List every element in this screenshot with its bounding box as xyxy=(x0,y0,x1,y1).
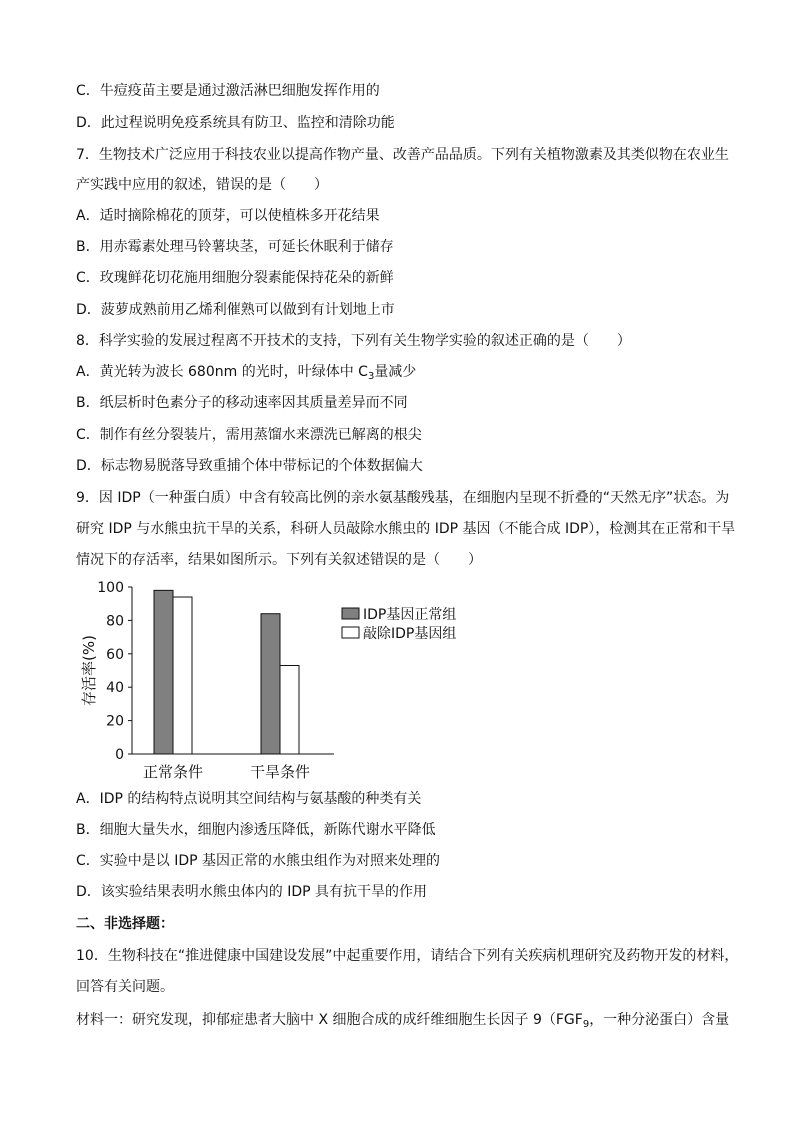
question-10-stem-cont: 回答有关问题。 xyxy=(76,979,174,995)
q7-option-a: A．适时摘除棉花的顶芽，可以使植株多开花结果 xyxy=(76,208,380,224)
line-d-immune: D．此过程说明免疫系统具有防卫、监控和清除功能 xyxy=(76,115,395,131)
bar xyxy=(154,590,173,754)
question-10-stem: 10．生物科技在“推进健康中国建设发展”中起重要作用，请结合下列有关疾病机理研究及药物开发的材料， xyxy=(76,948,739,964)
material-1: 材料一：研究发现，抑郁症患者大脑中 X 细胞合成的成纤维细胞生长因子 $9(FGF_9$，一种分泌蛋白）含量 xyxy=(76,1012,730,1030)
survival-bar-chart xyxy=(70,572,490,787)
legend-swatch xyxy=(342,608,359,619)
y-tick-label: 80 xyxy=(106,613,124,630)
y-tick-label: 0 xyxy=(115,747,124,763)
question-9-stem-cont2: 情况下的存活率，结果如图所示。下列有关叙述错误的是（ ） xyxy=(76,552,482,568)
legend-label: IDP基因正常组 xyxy=(363,607,457,623)
y-tick-label: 20 xyxy=(106,713,124,730)
bars xyxy=(154,590,299,754)
bar xyxy=(173,597,192,754)
legend-label: 敲除IDP基因组 xyxy=(363,626,457,642)
y-tick-label: 60 xyxy=(106,646,124,663)
q9-option-b: B．细胞大量失水，细胞内渗透压降低，新陈代谢水平降低 xyxy=(76,822,436,838)
question-9-stem: 9．因 IDP（一种蛋白质）中含有较高比例的亲水氨基酸残基，在细胞内呈现不折叠的“天然无序”状态。为 xyxy=(76,490,730,506)
y-axis-label: 存活率(%) xyxy=(80,635,98,706)
q9-option-d: D．该实验结果表明水熊虫体内的 IDP 具有抗干旱的作用 xyxy=(76,884,428,900)
x-axis-labels xyxy=(143,763,310,781)
legend xyxy=(342,606,456,642)
q9-option-a: A．IDP 的结构特点说明其空间结构与氨基酸的种类有关 xyxy=(76,791,422,807)
line-c-vaccine: C．牛痘疫苗主要是通过激活淋巴细胞发挥作用的 xyxy=(76,83,380,99)
q7-option-b: B．用赤霉素处理马铃薯块茎，可延长休眠利于储存 xyxy=(76,239,394,255)
x-tick-label: 干旱条件 xyxy=(249,763,311,781)
q9-option-c: C．实验中是以 IDP 基因正常的水熊虫组作为对照来处理的 xyxy=(76,853,441,869)
q8-option-c: C．制作有丝分裂装片，需用蒸馏水来漂洗已解离的根尖 xyxy=(76,427,422,443)
question-8-stem: 8．科学实验的发展过程离不开技术的支持，下列有关生物学实验的叙述正确的是（ ） xyxy=(76,333,631,349)
question-7-stem: 7．生物技术广泛应用于科技农业以提高作物产量、改善产品品质。下列有关植物激素及其类似物在农业生 xyxy=(76,147,729,163)
q7-option-c: C．玫瑰鲜花切花施用细胞分裂素能保持花朵的新鲜 xyxy=(76,270,394,286)
bar xyxy=(280,665,299,754)
bar xyxy=(261,614,280,754)
q8-option-b: B．纸层析时色素分子的移动速率因其质量差异而不同 xyxy=(76,395,408,411)
q8-option-a: A．黄光转为波长 680nm 的光时，叶绿体中 $C_3$量减少 xyxy=(76,364,417,382)
question-9-stem-cont1: 研究 IDP 与水熊虫抗干旱的关系，科研人员敲除水熊虫的 IDP 基因（不能合成 IDP），检测其在正常和干旱 xyxy=(76,521,736,537)
question-7-stem-cont: 产实践中应用的叙述，错误的是（ ） xyxy=(76,177,328,193)
legend-swatch xyxy=(342,627,359,638)
q8-option-d: D．标志物易脱落导致重捕个体中带标记的个体数据偏大 xyxy=(76,458,423,474)
y-tick-label: 100 xyxy=(97,580,124,596)
y-tick-label: 40 xyxy=(106,680,124,697)
x-tick-label: 正常条件 xyxy=(142,763,204,781)
q7-option-d: D．菠萝成熟前用乙烯利催熟可以做到有计划地上市 xyxy=(76,302,395,318)
section-heading: 二、非选择题： xyxy=(76,916,174,932)
